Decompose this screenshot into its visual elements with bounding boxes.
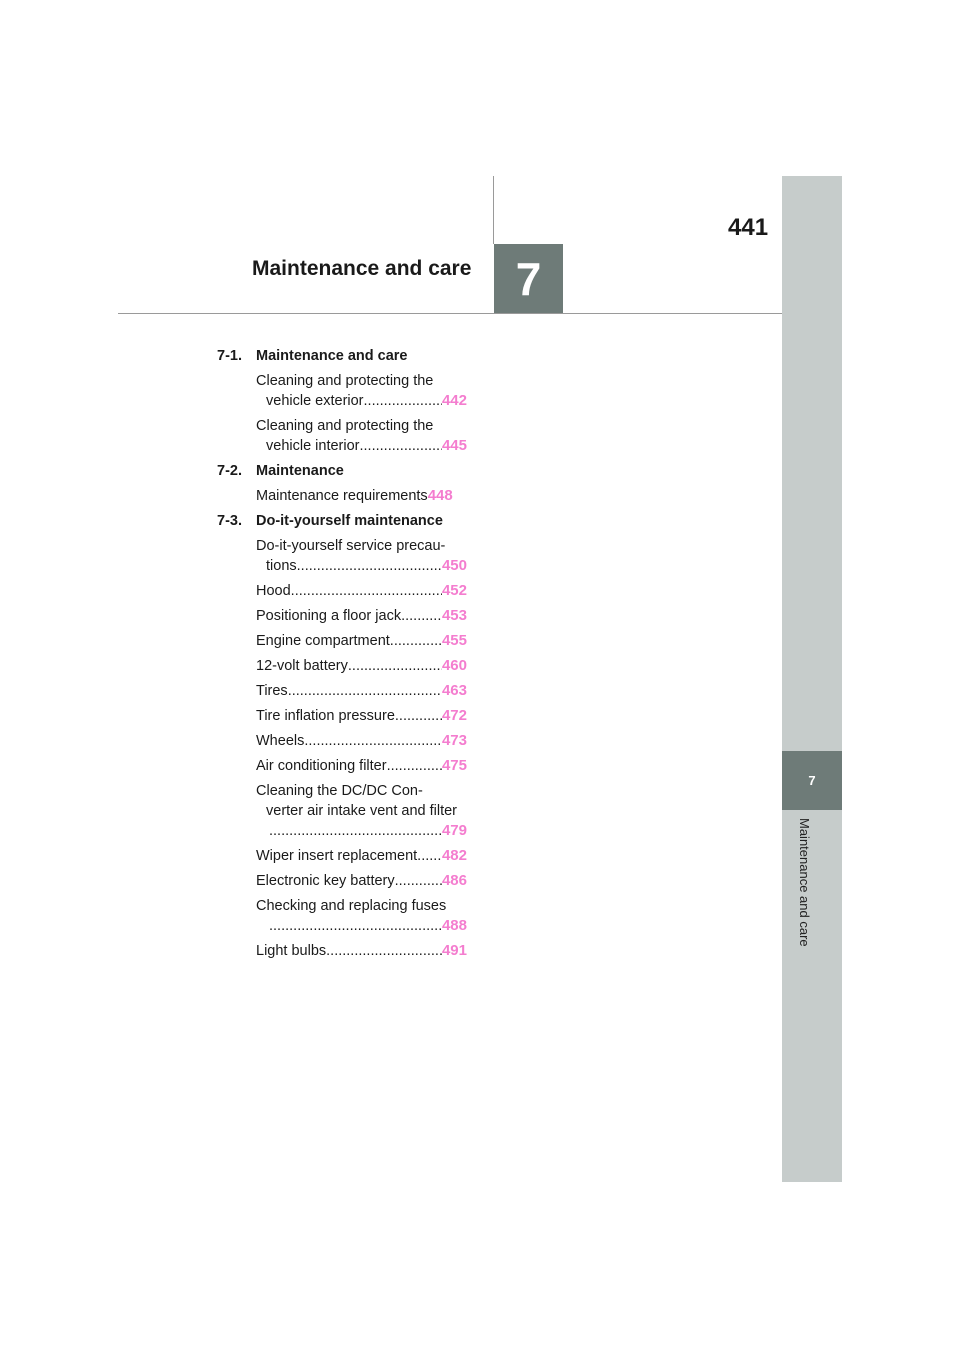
toc-entry-text: Electronic key battery bbox=[256, 873, 395, 889]
page-link[interactable]: 442 bbox=[441, 392, 467, 409]
page-link[interactable]: 450 bbox=[441, 557, 467, 574]
leader-dots bbox=[326, 941, 442, 961]
toc-entry-text: Cleaning and protecting the bbox=[256, 418, 434, 434]
leader-dots bbox=[395, 706, 442, 726]
toc-entry[interactable] bbox=[256, 416, 467, 456]
leader-dots bbox=[364, 391, 442, 411]
leader-dots bbox=[288, 681, 442, 701]
toc-entry-text: Tires bbox=[256, 683, 288, 699]
leader-dots bbox=[390, 631, 442, 651]
header-rule bbox=[118, 313, 782, 314]
page-link[interactable]: 448 bbox=[427, 487, 453, 504]
toc-entry[interactable] bbox=[256, 756, 467, 776]
page-link[interactable]: 455 bbox=[441, 632, 467, 649]
toc-entry-text: tions bbox=[266, 558, 297, 574]
page-link[interactable]: 453 bbox=[441, 607, 467, 624]
chapter-title: Maintenance and care bbox=[252, 257, 472, 280]
section-title: Do-it-yourself maintenance bbox=[256, 513, 443, 529]
toc-entry-text: Maintenance requirements bbox=[256, 488, 428, 504]
toc-entry-text: vehicle interior bbox=[266, 438, 360, 454]
toc-entry[interactable] bbox=[256, 781, 467, 841]
page-link[interactable]: 475 bbox=[441, 757, 467, 774]
leader-dots bbox=[360, 436, 442, 456]
page-number: 441 bbox=[728, 214, 769, 241]
toc-entry-text: Cleaning the DC/DC Con- bbox=[256, 783, 423, 799]
table-of-contents bbox=[217, 346, 467, 966]
leader-dots bbox=[417, 846, 442, 866]
page-link[interactable]: 460 bbox=[441, 657, 467, 674]
page-link[interactable]: 473 bbox=[441, 732, 467, 749]
leader-dots bbox=[395, 871, 442, 891]
section-number: 7-2. bbox=[217, 463, 242, 479]
leader-dots bbox=[269, 821, 442, 841]
toc-entry-text: Cleaning and protecting the bbox=[256, 373, 434, 389]
chapter-number-box: 7 bbox=[494, 244, 563, 313]
toc-section-7-3 bbox=[217, 511, 467, 531]
page-link[interactable]: 482 bbox=[441, 847, 467, 864]
toc-entry-text: Light bulbs bbox=[256, 943, 327, 959]
leader-dots bbox=[401, 606, 442, 626]
toc-entry-text: Tire inflation pressure bbox=[256, 708, 395, 724]
page-link[interactable]: 472 bbox=[441, 707, 467, 724]
toc-entry[interactable] bbox=[256, 706, 467, 726]
side-tab-number[interactable]: 7 bbox=[782, 751, 842, 810]
toc-entry[interactable] bbox=[256, 371, 467, 411]
toc-entry-text: Engine compartment bbox=[256, 633, 390, 649]
toc-entry[interactable] bbox=[256, 656, 467, 676]
page-link[interactable]: 479 bbox=[441, 822, 467, 839]
toc-entry-text: Checking and replacing fuses bbox=[256, 898, 447, 914]
page-link[interactable]: 488 bbox=[441, 917, 467, 934]
toc-entry-text: Hood bbox=[256, 583, 291, 599]
toc-entry[interactable] bbox=[256, 896, 467, 936]
page-link[interactable]: 445 bbox=[441, 437, 467, 454]
toc-entry-text: vehicle exterior bbox=[266, 393, 364, 409]
leader-dots bbox=[269, 916, 442, 936]
toc-entry[interactable] bbox=[256, 941, 467, 961]
toc-entry-text: Wiper insert replacement bbox=[256, 848, 418, 864]
header-divider-vertical bbox=[493, 176, 494, 244]
toc-entry-text: 12-volt battery bbox=[256, 658, 348, 674]
side-tab-label[interactable]: Maintenance and care bbox=[797, 818, 812, 947]
page-link[interactable]: 486 bbox=[441, 872, 467, 889]
toc-entry-text: Positioning a floor jack bbox=[256, 608, 402, 624]
toc-entry[interactable] bbox=[256, 731, 467, 751]
section-number: 7-3. bbox=[217, 513, 242, 529]
toc-entry-text: Do-it-yourself service precau- bbox=[256, 538, 446, 554]
toc-entry[interactable] bbox=[256, 536, 467, 576]
toc-entry[interactable] bbox=[256, 606, 467, 626]
page-link[interactable]: 452 bbox=[441, 582, 467, 599]
leader-dots bbox=[304, 731, 442, 751]
toc-section-7-1 bbox=[217, 346, 467, 366]
leader-dots bbox=[291, 581, 442, 601]
toc-entry[interactable] bbox=[256, 846, 467, 866]
leader-dots bbox=[297, 556, 442, 576]
toc-entry[interactable] bbox=[256, 871, 467, 891]
toc-section-7-2 bbox=[217, 461, 467, 481]
toc-entry[interactable] bbox=[256, 486, 467, 506]
side-tab[interactable] bbox=[782, 176, 842, 1182]
toc-entry-text: verter air intake vent and filter bbox=[266, 803, 458, 819]
toc-entry[interactable] bbox=[256, 631, 467, 651]
section-number: 7-1. bbox=[217, 348, 242, 364]
leader-dots bbox=[348, 656, 442, 676]
page-link[interactable]: 491 bbox=[441, 942, 467, 959]
page-link[interactable]: 463 bbox=[441, 682, 467, 699]
section-title: Maintenance bbox=[256, 463, 344, 479]
leader-dots bbox=[387, 756, 442, 776]
toc-entry-text: Air conditioning filter bbox=[256, 758, 387, 774]
toc-entry[interactable] bbox=[256, 581, 467, 601]
toc-entry-text: Wheels bbox=[256, 733, 305, 749]
toc-entry[interactable] bbox=[256, 681, 467, 701]
section-title: Maintenance and care bbox=[256, 348, 408, 364]
